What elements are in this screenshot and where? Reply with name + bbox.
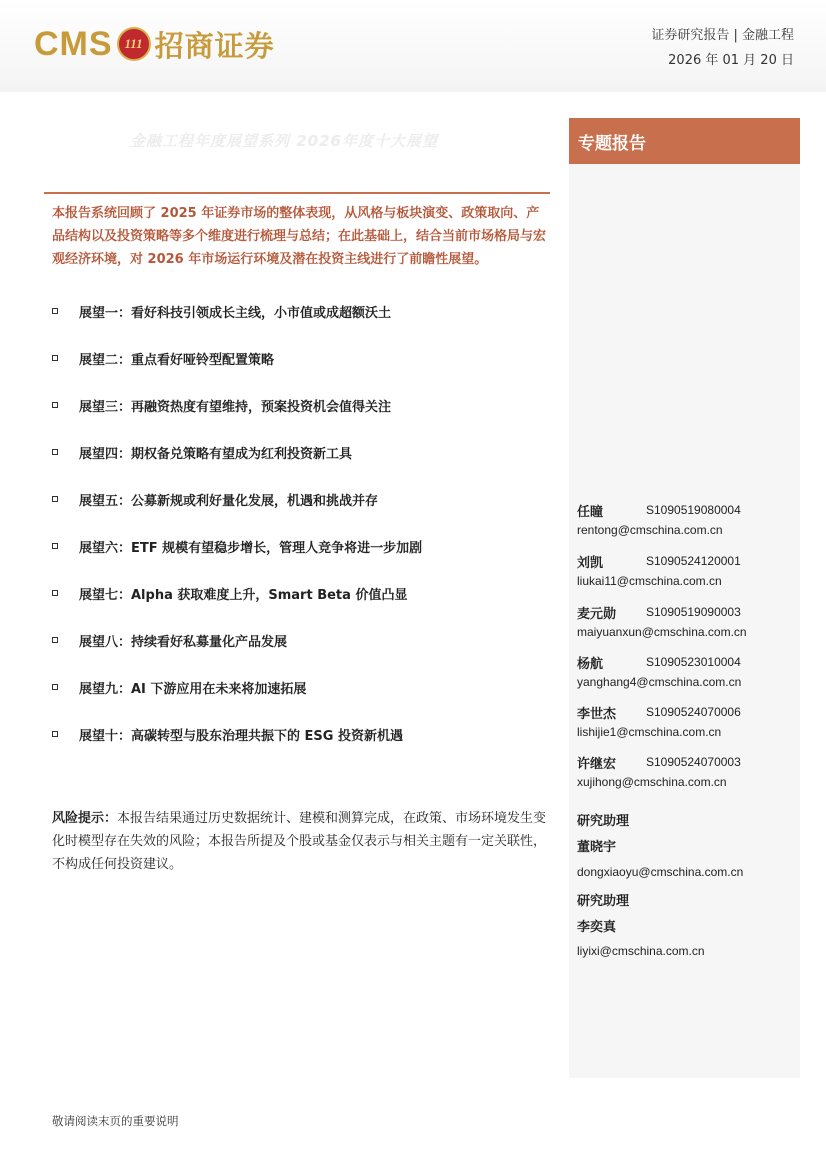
logo-cms-text: CMS	[34, 24, 113, 63]
outlook-item	[52, 488, 378, 510]
sidebar-title: 专题报告	[569, 118, 800, 164]
square-bullet-icon	[52, 402, 58, 408]
analyst-email: liukai11@cmschina.com.cn	[577, 574, 722, 588]
assistant-name: 董晓宇	[577, 840, 617, 855]
square-bullet-icon	[52, 684, 58, 690]
risk-label: 风险提示：	[52, 811, 118, 826]
analyst-entry	[577, 551, 797, 588]
outlook-item	[52, 582, 407, 604]
analyst-name: 杨航	[577, 656, 604, 672]
cms-logo	[34, 22, 275, 66]
square-bullet-icon	[52, 637, 58, 643]
analyst-entry	[577, 602, 797, 639]
analyst-cert-code: S1090524070006	[646, 705, 741, 719]
outlook-text: 展望五：公募新规或利好量化发展，机遇和挑战并存	[79, 493, 379, 509]
analyst-name: 李世杰	[577, 706, 617, 722]
assistant-entry	[577, 862, 797, 879]
outlook-text: 展望四：期权备兑策略有望成为红利投资新工具	[79, 446, 353, 462]
analyst-cert-code: S1090524070003	[646, 755, 741, 769]
outlook-item	[52, 347, 274, 369]
analyst-entry	[577, 752, 797, 789]
analyst-email: rentong@cmschina.com.cn	[577, 523, 723, 537]
outlook-item	[52, 723, 403, 745]
analyst-entry	[577, 702, 797, 739]
square-bullet-icon	[52, 543, 58, 549]
logo-badge-text: 111	[124, 36, 143, 51]
analyst-email: maiyuanxun@cmschina.com.cn	[577, 625, 747, 639]
report-title-faded: 金融工程年度展望系列 2026年度十大展望	[130, 132, 438, 150]
risk-warning	[52, 807, 548, 876]
analyst-entry	[577, 652, 797, 689]
risk-text: 本报告结果通过历史数据统计、建模和测算完成，在政策、市场环境发生变化时模型存在失效的风险；本报告所提及个股或基金仅表示与相关主题有一定关联性，不构成任何投资建议。	[52, 811, 547, 872]
outlook-item	[52, 629, 287, 651]
analyst-email: yanghang4@cmschina.com.cn	[577, 675, 742, 689]
outlook-text: 展望七：Alpha 获取难度上升，Smart Beta 价值凸显	[79, 587, 408, 603]
outlook-item	[52, 535, 422, 557]
report-type: 证券研究报告 | 金融工程	[651, 28, 794, 43]
outlook-text: 展望十：高碳转型与股东治理共振下的 ESG 投资新机遇	[79, 728, 403, 744]
square-bullet-icon	[52, 355, 58, 361]
assistant-role: 研究助理	[577, 894, 630, 909]
outlook-text: 展望一：看好科技引领成长主线，小市值或成超额沃土	[79, 305, 392, 321]
outlook-text: 展望八：持续看好私募量化产品发展	[79, 634, 288, 650]
square-bullet-icon	[52, 590, 58, 596]
square-bullet-icon	[52, 308, 58, 314]
analyst-email: xujihong@cmschina.com.cn	[577, 775, 727, 789]
abstract-paragraph: 本报告系统回顾了 2025 年证券市场的整体表现，从风格与板块演变、政策取向、产品结构以及投资策略等多个维度进行梳理与总结；在此基础上，结合当前市场格局与宏观经济环境，对 2026 年市场运行环境及潜在投资主线进行了前瞻性展望。	[52, 206, 547, 267]
square-bullet-icon	[52, 496, 58, 502]
analyst-cert-code: S1090519090003	[646, 605, 741, 619]
square-bullet-icon	[52, 731, 58, 737]
analyst-cert-code: S1090523010004	[646, 655, 741, 669]
outlook-text: 展望二：重点看好哑铃型配置策略	[79, 352, 275, 368]
logo-company-name: 招商证券	[154, 28, 275, 63]
analyst-cert-code: S1090524120001	[646, 554, 741, 568]
assistant-entry	[577, 941, 797, 958]
analyst-name: 刘凯	[577, 555, 604, 571]
assistant-email: dongxiaoyu@cmschina.com.cn	[577, 865, 744, 879]
outlook-text: 展望三：再融资热度有望维持，预案投资机会值得关注	[79, 399, 392, 415]
analyst-name: 任瞳	[577, 504, 604, 520]
outlook-text: 展望九：AI 下游应用在未来将加速拓展	[79, 681, 307, 697]
title-divider	[44, 192, 550, 194]
analyst-name: 许继宏	[577, 756, 617, 772]
square-bullet-icon	[52, 449, 58, 455]
outlook-item	[52, 441, 352, 463]
assistant-email: liyixi@cmschina.com.cn	[577, 944, 705, 958]
report-date: 2026 年 01 月 20 日	[668, 53, 794, 68]
assistant-role: 研究助理	[577, 814, 630, 829]
footer-disclaimer: 敬请阅读末页的重要说明	[52, 1114, 179, 1128]
outlook-item	[52, 394, 391, 416]
analyst-cert-code: S1090519080004	[646, 503, 741, 517]
outlook-item	[52, 676, 306, 698]
analyst-entry	[577, 500, 797, 537]
outlook-item	[52, 300, 391, 322]
assistant-name: 李奕真	[577, 920, 617, 935]
logo-badge-icon	[117, 27, 151, 61]
analyst-name: 麦元勋	[577, 606, 617, 622]
outlook-text: 展望六：ETF 规模有望稳步增长，管理人竞争将进一步加剧	[79, 540, 423, 556]
analyst-email: lishijie1@cmschina.com.cn	[577, 725, 722, 739]
